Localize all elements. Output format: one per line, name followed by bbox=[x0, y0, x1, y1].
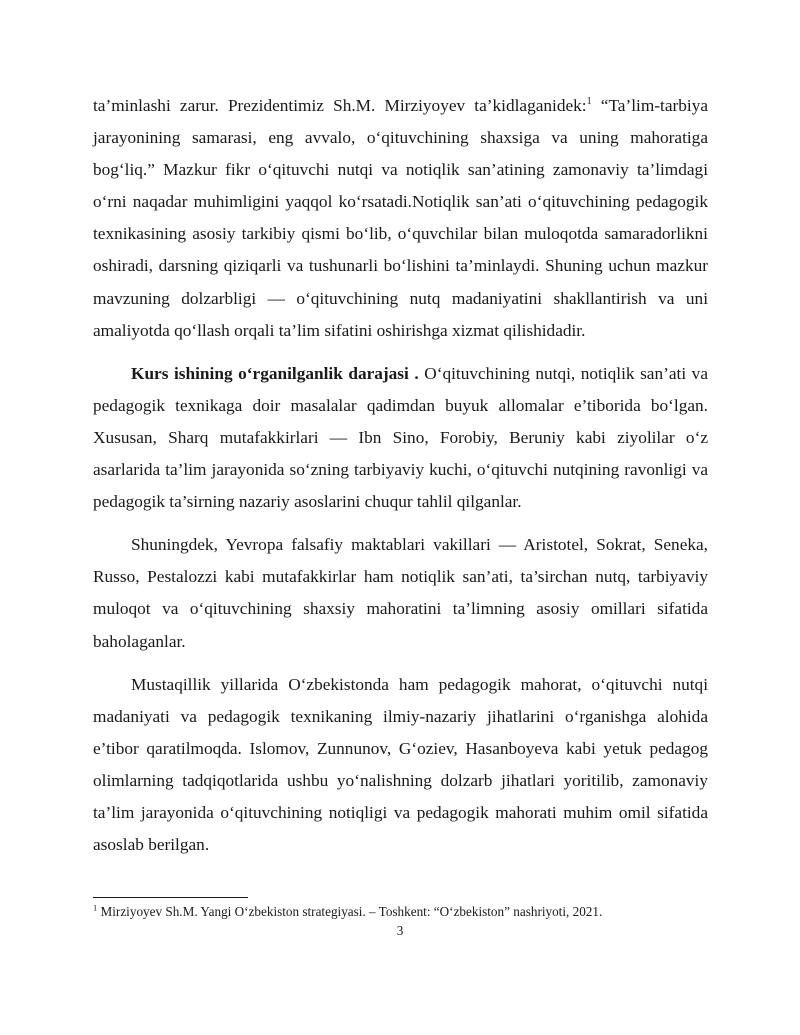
page-number: 3 bbox=[396, 923, 404, 938]
paragraph-text: Mustaqillik yillarida O‘zbekistonda ham pedagogik mahorat, o‘qituvchi nutqi madaniyati va pedagogik texnikaning ilmiy-nazariy jihatlarini o‘rganishga alohida e’tibor qaratilmoqda. Islomov, Zunnunov, G‘oziev, Hasanboyeva kabi yetuk pedagog olimlarning tadqiqotlarida ushbu yo‘nalishning dolzarb jihatlari yoritilib, zamonaviy ta’lim jarayonida o‘qituvchining notiqligi va pedagogik mahorati muhim omil sifatida asoslab berilgan. bbox=[93, 674, 708, 855]
footnote-mark: 1 bbox=[93, 902, 98, 913]
section-heading-inline: Kurs ishining o‘rganilganlik darajasi . bbox=[131, 363, 419, 383]
page-body bbox=[93, 90, 708, 861]
footnote-divider bbox=[93, 897, 248, 898]
footnote-reference[interactable]: 1 bbox=[586, 96, 592, 108]
footnote-text: Mirziyoyev Sh.M. Yangi O‘zbekiston strategiyasi. – Toshkent: “O‘zbekiston” nashriyoti, 2021. bbox=[97, 904, 603, 919]
paragraph-research-degree bbox=[93, 358, 708, 518]
paragraph-text: O‘qituvchining nutqi, notiqlik san’ati va pedagogik texnikaga doir masalalar qadimdan buyuk allomalar e’tiborida bo‘lgan. Xususan, Sharq mutafakkirlari — Ibn Sino, Forobiy, Beruniy kabi ziyolilar o‘z asarlarida ta’lim jarayonida so‘zning tarbiyaviy kuchi, o‘qituvchi nutqining ravonligi va pedagogik ta’sirning nazariy asoslarini chuqur tahlil qilganlar. bbox=[93, 363, 708, 512]
paragraph-european-thinkers bbox=[93, 529, 708, 657]
paragraph-text: “Ta’lim-tarbiya jarayonining samarasi, eng avvalo, o‘qituvchining shaxsiga va uning mahoratiga bog‘liq.” Mazkur fikr o‘qituvchi nutqi va notiqlik san’atining zamonaviy ta’limdagi o‘rni naqadar muhimligini yaqqol ko‘rsatadi.Notiqlik san’ati o‘qituvchining pedagogik texnikasining asosiy tarkibiy qismi bo‘lib, o‘quvchilar bilan muloqotda samaradorlikni oshiradi, darsning qiziqarli va tushunarli bo‘lishini ta’minlaydi. Shuning uchun mazkur mavzuning dolzarbligi — o‘qituvchining nutq madaniyatini shakllantirish va uni amaliyotda qo‘llash orqali ta’lim sifatini oshirishga xizmat qilishidadir. bbox=[93, 96, 709, 340]
paragraph-text: Shuningdek, Yevropa falsafiy maktablari vakillari — Aristotel, Sokrat, Seneka, Russo, Pestalozzi kabi mutafakkirlar ham notiqlik san’ati, ta’sirchan nutq, tarbiyaviy muloqot va o‘qituvchining shaxsiy mahoratini ta’limning asosiy omillari sifatida baholaganlar. bbox=[93, 535, 708, 651]
footnote bbox=[93, 903, 713, 920]
paragraph-text: ta’minlashi zarur. Prezidentimiz Sh.M. Mirziyoyev ta’kidlaganidek: bbox=[93, 96, 587, 115]
paragraph-independence-years bbox=[93, 669, 708, 862]
paragraph-intro-continuation bbox=[93, 90, 708, 347]
